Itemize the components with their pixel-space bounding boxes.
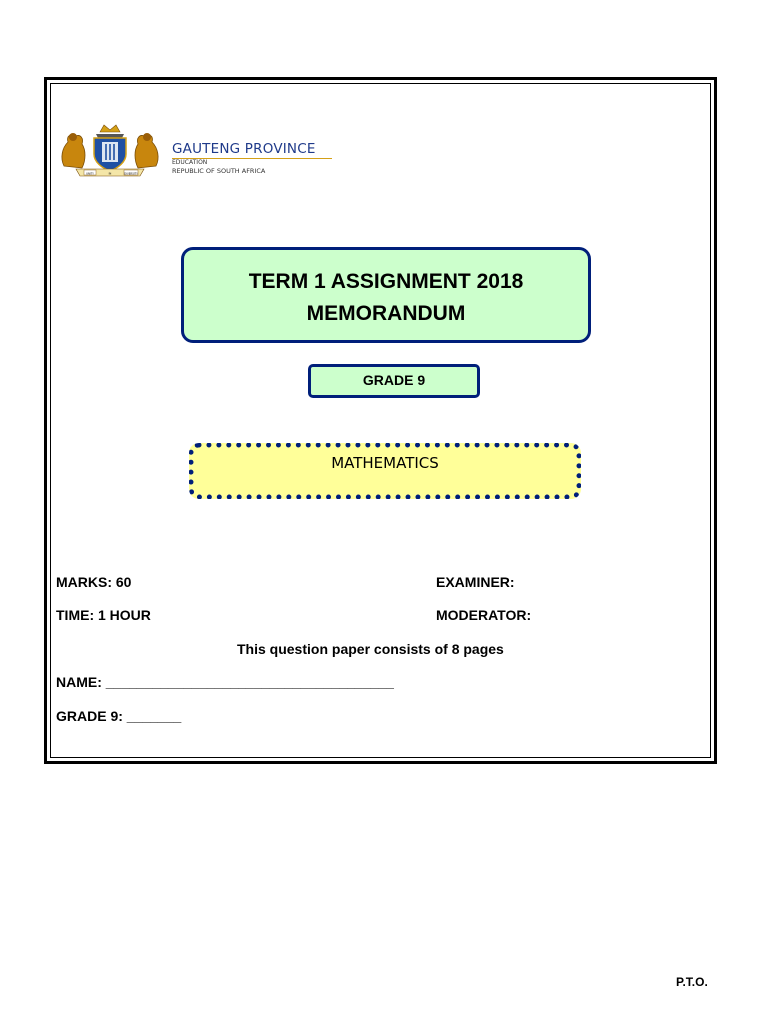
logo-title: GAUTENG PROVINCE [172,141,316,157]
title-box [181,247,591,343]
examiner-label: EXAMINER: [436,574,515,590]
pages-note: This question paper consists of 8 pages [237,641,504,657]
moderator-label: MODERATOR: [436,607,532,623]
name-field: NAME: _____________________________________ [56,674,394,690]
coat-of-arms-icon [56,122,164,178]
pto-label: P.T.O. [676,975,708,989]
grade-box: GRADE 9 [308,364,480,398]
marks-label: MARKS: 60 [56,574,132,590]
title-line-2: MEMORANDUM [306,302,466,325]
motto-left: UNITY [86,172,94,176]
subject-box [189,443,581,499]
title-line-1: TERM 1 ASSIGNMENT 2018 [248,270,524,293]
cover-frame [44,77,717,764]
logo-department: EDUCATION [172,159,208,166]
motto-right: DIVERSITY [124,172,138,176]
motto-mid: IN [108,172,112,176]
time-label: TIME: 1 HOUR [56,607,151,623]
logo-country: REPUBLIC OF SOUTH AFRICA [172,167,266,175]
gauteng-logo [56,122,346,178]
subject-label: MATHEMATICS [331,454,439,472]
grade-field: GRADE 9: _______ [56,708,182,724]
